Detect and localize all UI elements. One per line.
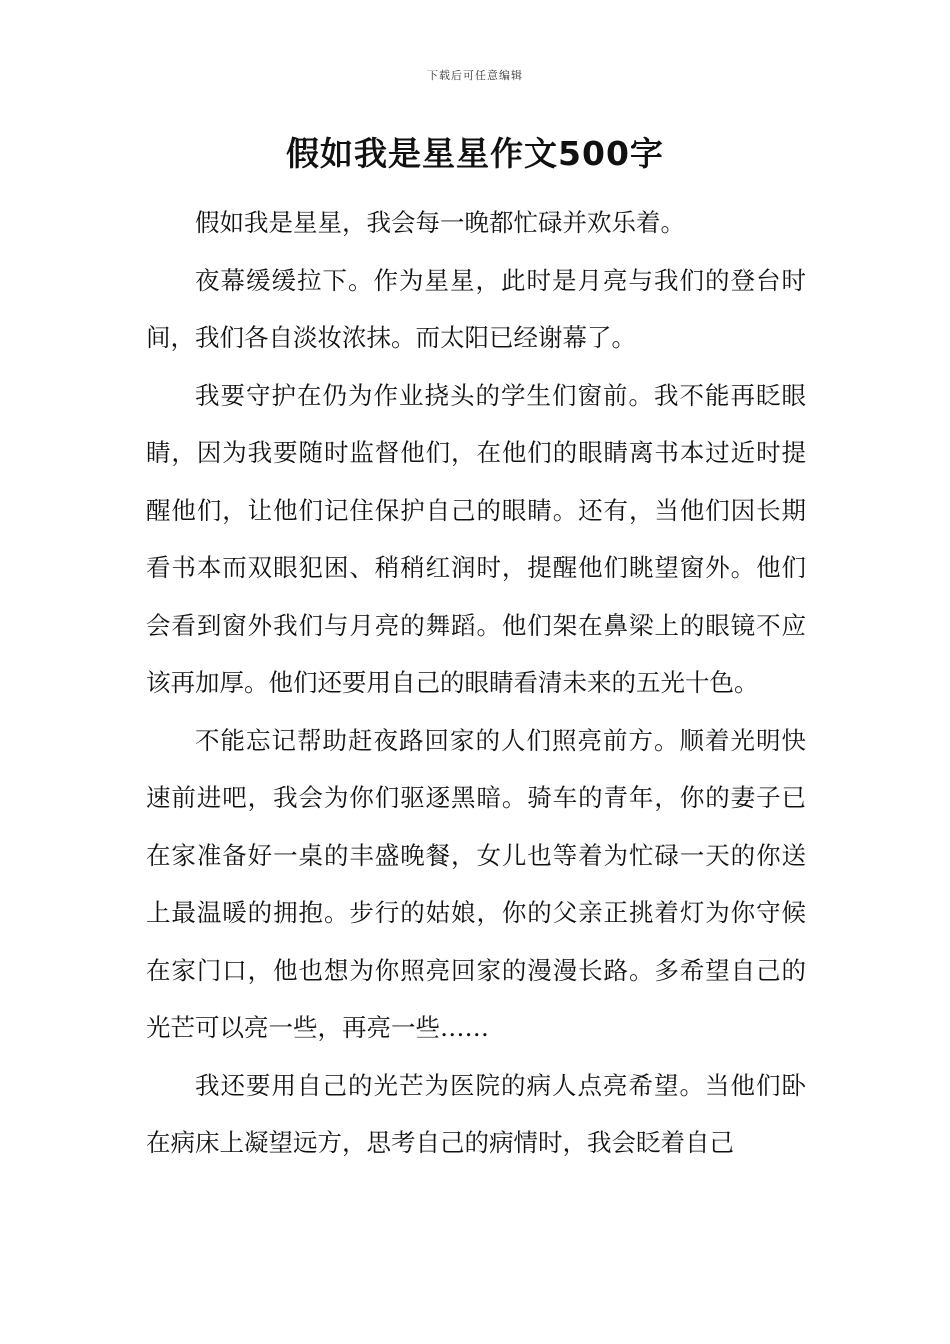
essay-body [146,194,806,1172]
paragraph: 不能忘记帮助赶夜路回家的人们照亮前方。顺着光明快速前进吧，我会为你们驱逐黑暗。骑车的青年，你的妻子已在家准备好一桌的丰盛晚餐，女儿也等着为忙碌一天的你送上最温暖的拥抱。步行的姑娘，你的父亲正挑着灯为你守候在家门口，他也想为你照亮回家的漫漫长路。多希望自己的光芒可以亮一些，再亮一些…… [146,725,806,1042]
header-note: 下载后可任意编辑 [427,69,523,82]
paragraph: 假如我是星星，我会每一晚都忙碌并欢乐着。 [195,208,685,237]
paragraph: 我要守护在仍为作业挠头的学生们窗前。我不能再眨眼睛，因为我要随时监督他们，在他们的眼睛离书本过近时提醒他们，让他们记住保护自己的眼睛。还有，当他们因长期看书本而双眼犯困、稍稍红润时，提醒他们眺望窗外。他们会看到窗外我们与月亮的舞蹈。他们架在鼻梁上的眼镜不应该再加厚。他们还要用自己的眼睛看清未来的五光十色。 [146,380,806,697]
paragraph: 我还要用自己的光芒为医院的病人点亮希望。当他们卧在病床上凝望远方，思考自己的病情时，我会眨着自己 [146,1070,806,1157]
page-title: 假如我是星星作文500字 [286,134,664,173]
paragraph: 夜幕缓缓拉下。作为星星，此时是月亮与我们的登台时间，我们各自淡妆浓抹。而太阳已经谢幕了。 [146,265,806,352]
